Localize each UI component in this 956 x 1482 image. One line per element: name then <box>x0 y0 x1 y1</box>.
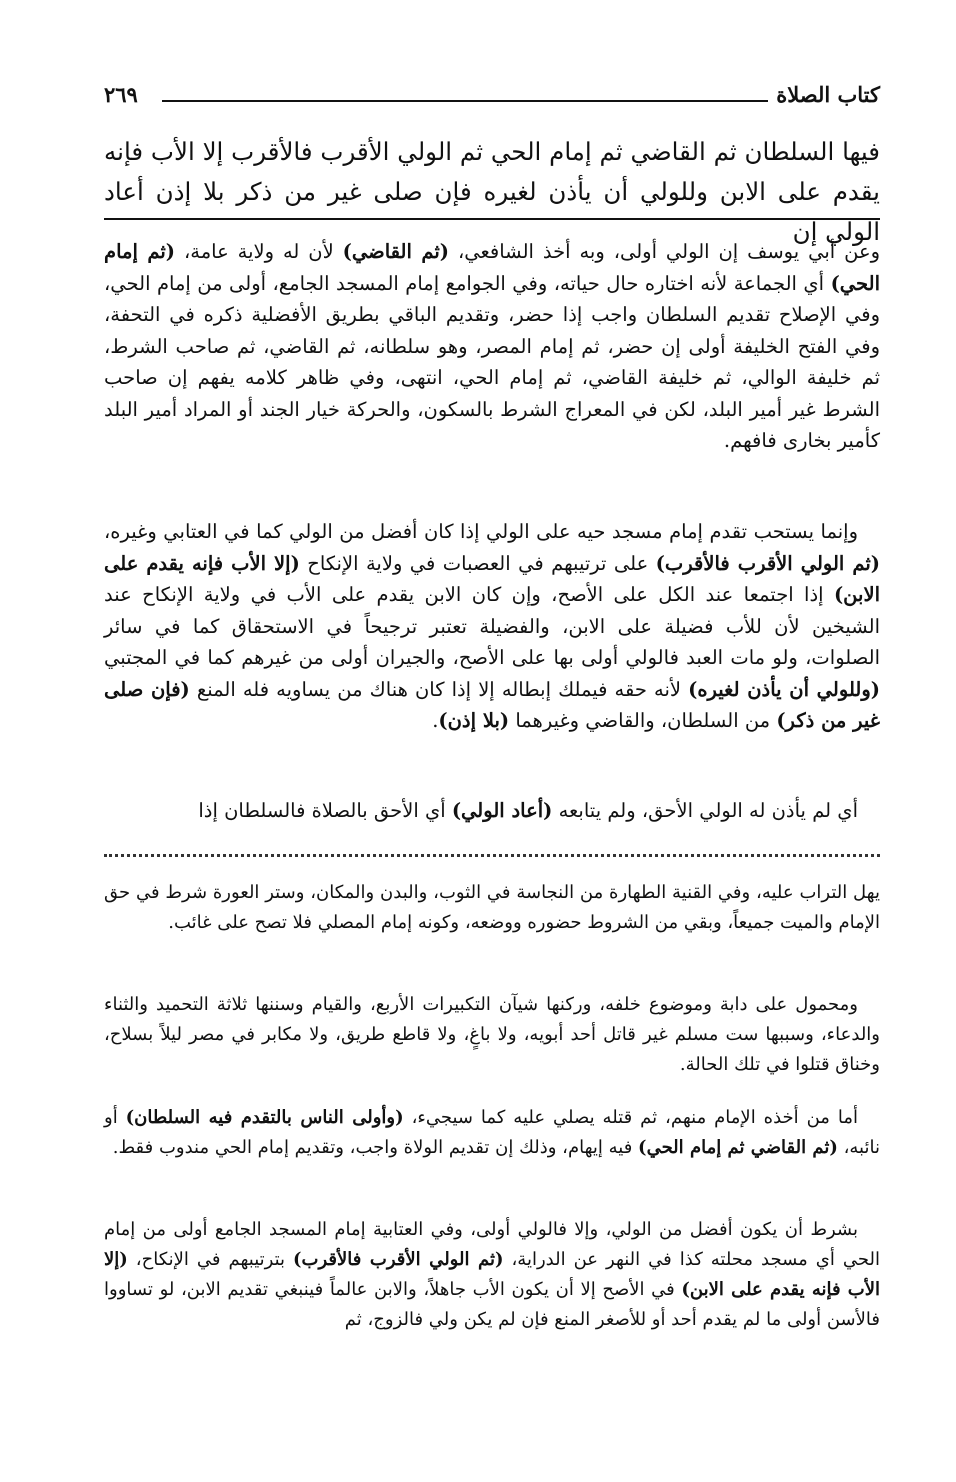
footnote-separator <box>104 854 880 857</box>
text-run: . <box>432 709 439 732</box>
quoted-text: (ثم الولي الأقرب فالأقرب) <box>293 1249 504 1270</box>
text-run: إذا اجتمعا عند الكل على الأصح، وإن كان الابن يقدم على الأب في ولاية الإنكاح عند الشيخين لأن للأب فضيلة على الابن، والفضيلة تعتبر ترجيحاً في الاستحقاق كما في سائر الصلوات، ولو مات العبد فالولي أولى بها على الأصح، والجيران أولى من غيرهم كما في المجتبي <box>104 583 880 669</box>
text-run: على ترتيبهم في العصبات في ولاية الإنكاح <box>299 551 656 575</box>
text-run: فيه إيهام، وذلك إن تقديم الولاة واجب، وتقديم إمام الحي مندوب فقط. <box>112 1137 639 1158</box>
quoted-text: (ثم إمام الحي) <box>104 240 880 295</box>
text-run: بشرط أن يكون أفضل من الولي، وإلا فالولي أولى، وفي العتابية إمام المسجد الجامع أولى من إمام الحي أي مسجد محلته كذا في النهر عن الدراية، <box>104 1219 880 1270</box>
quoted-text: (إلا الأب فإنه يقدم على الابن) <box>104 551 880 606</box>
header-rule <box>162 100 768 102</box>
commentary-paragraph-1 <box>104 236 880 457</box>
text-run: يهل التراب عليه، وفي القنية الطهارة من النجاسة في الثوب، والبدن والمكان، وستر العورة شرط في حق الإمام والميت جميعاً، وبقي من الشروط حضوره ووضعه، وكونه إمام المصلي فلا تصح على غائب. <box>104 882 880 933</box>
main-text: فيها السلطان ثم القاضي ثم إمام الحي ثم الولي الأقرب فالأقرب إلا الأب فإنه يقدم على الابن وللولي أن يأذن لغيره فإن صلى غير من ذكر بلا إذن أعاد الولي إن <box>104 137 880 246</box>
text-run: من السلطان، والقاضي وغيرهما <box>509 709 777 732</box>
gloss-paragraph-2 <box>104 990 880 1080</box>
gloss-paragraph-3 <box>104 1103 880 1163</box>
text-run: أي الجماعة لأنه اختاره حال حياته، وفي الجوامع إمام المسجد الجامع، أولى من إمام الحي، وفي الإصلاح تقديم السلطان واجب إذا حضر، وتقديم الباقي بطريق الأفضلية ذكره في التحفة، وفي الفتح الخليفة أولى إن حضر، ثم إمام المصر، وهو سلطانه، ثم القاضي، ثم صاحب الشرط، ثم خليفة الوالي، ثم خليفة القاضي، ثم إمام الحي، انتهى، وفي ظاهر كلامه يفهم إن صاحب الشرط غير أمير البلد، لكن في المعراج الشرط بالسكون، والحركة خيار الجند أو المراد أمير البلد كأمير بخارى فافهم. <box>104 271 880 452</box>
quoted-text: (وأولى الناس بالتقدم فيه السلطان) <box>125 1107 404 1128</box>
gloss-paragraph-1 <box>104 878 880 938</box>
quoted-text: (إلا الأب فإنه يقدم على الابن) <box>104 1249 880 1300</box>
text-run: لأن له ولاية عامة، <box>175 240 343 263</box>
quoted-text: (بلا إذن) <box>438 709 510 732</box>
quoted-text: (أعاد الولي) <box>451 799 553 822</box>
text-run: أما من أخذه الإمام منهم، ثم قتله يصلي عليه كما سيجيء، <box>403 1107 858 1128</box>
matn-divider <box>104 218 880 220</box>
text-run: أي لم يأذن له الولي الأحق، ولم يتابعه <box>552 799 858 822</box>
text-run: بترتيبهم في الإنكاح، <box>127 1249 294 1270</box>
chapter-title: كتاب الصلاة <box>776 82 880 107</box>
text-run: ومحمول على دابة وموضوع خلفه، وركنها شيآن التكبيرات الأربع، والقيام وسننها ثلاثة التحميد والثناء والدعاء، وسببها ست مسلم غير قاتل أحد أبويه، ولا باغٍ، ولا قاطع طريق، ولا مكابر في مصر ليلاً بسلاح، وخناق قتلوا في تلك الحالة. <box>104 994 880 1075</box>
text-run: أو نائبه، <box>104 1107 880 1158</box>
page-number: ٢٦٩ <box>104 82 138 107</box>
quoted-text: (وللولي أن يأذن لغيره) <box>688 677 880 701</box>
text-run: لأنه حقه فيملك إبطاله إلا إذا كان هناك من يساويه فله المنع <box>189 677 689 701</box>
gloss-paragraph-4 <box>104 1215 880 1335</box>
quoted-text: (ثم الولي الأقرب فالأقرب) <box>655 551 880 575</box>
quoted-text: (فإن صلى غير من ذكر) <box>104 677 880 732</box>
text-run: أي الأحق بالصلاة فالسلطان إذا <box>198 799 452 822</box>
quoted-text: (ثم القاضي ثم إمام الحي) <box>638 1137 838 1158</box>
quoted-text: (ثم القاضي) <box>342 240 450 263</box>
running-header <box>104 82 880 112</box>
commentary-paragraph-2 <box>104 516 880 737</box>
text-run: وإنما يستحب تقدم إمام مسجد حيه على الولي إذا كان أفضل من الولي كما في العتابي وغيره، <box>104 520 858 543</box>
text-run: في الأصح إلا أن يكون الأب جاهلاً، والابن عالماً فينبغي تقديم الابن، لو تساووا فالأسن أولى ما لم يقدم أحد أو للأصغر المنع فإن لم يكن ولي فالزوج، ثم <box>104 1279 880 1330</box>
text-run: وعن أبي يوسف إن الولي أولى، وبه أخذ الشافعي، <box>449 240 880 263</box>
commentary-paragraph-3 <box>104 795 880 827</box>
